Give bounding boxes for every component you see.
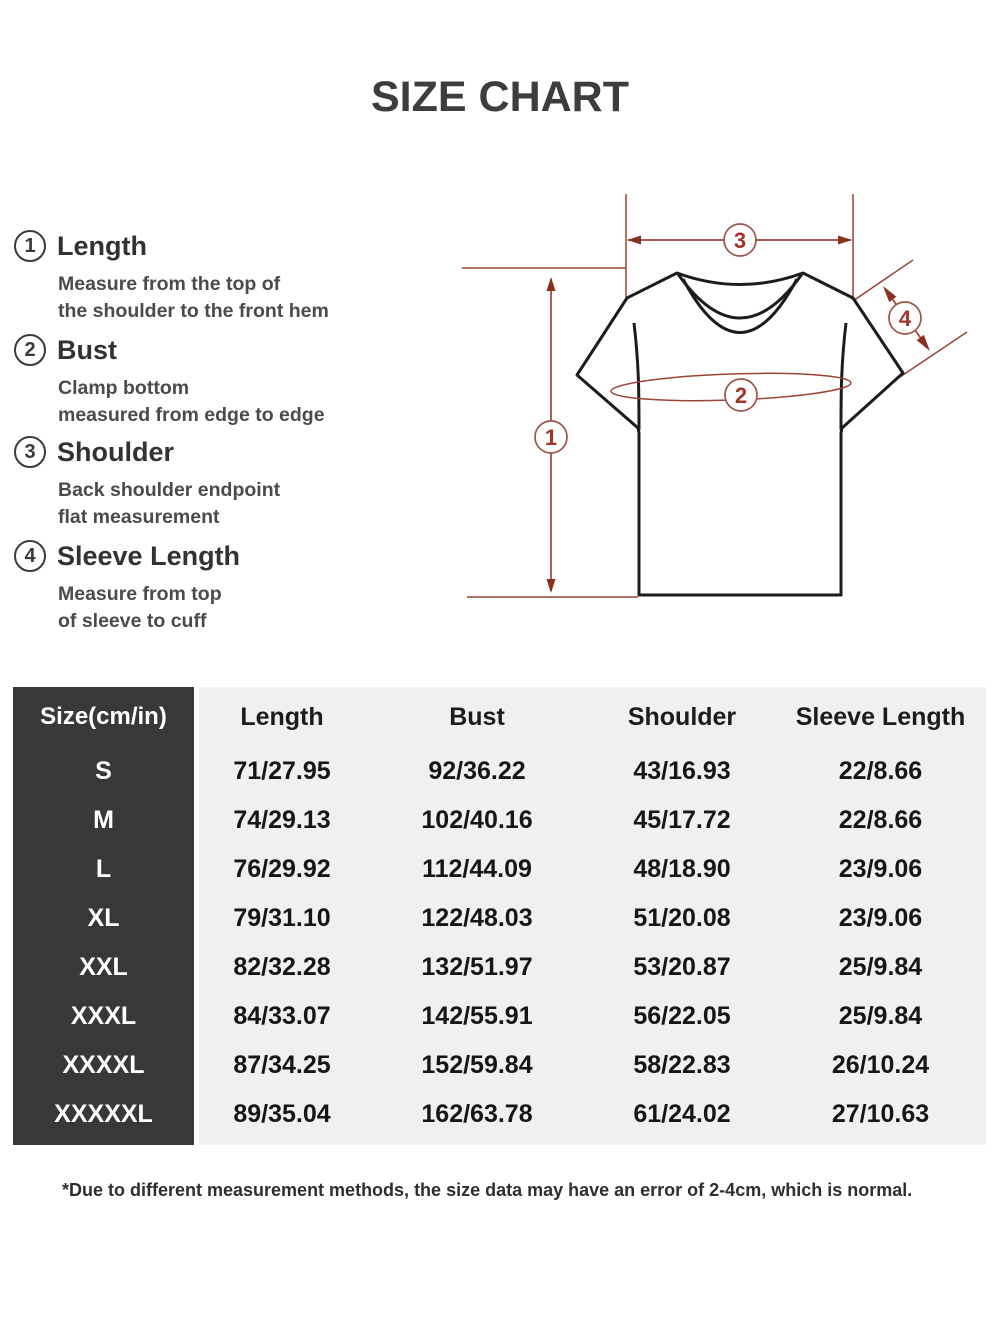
guide-label-length: Length <box>57 230 147 261</box>
cell-length: 71/27.95 <box>233 757 331 785</box>
tshirt-outline <box>577 273 903 595</box>
cell-sleeve: 23/9.06 <box>838 855 923 883</box>
cell-sleeve: 22/8.66 <box>838 806 923 834</box>
cell-shoulder: 48/18.90 <box>633 855 731 883</box>
circled-number-2: 2 <box>14 334 46 366</box>
guide-item-length <box>14 228 444 325</box>
size-label: XXXXL <box>62 1051 145 1079</box>
guide-description <box>58 477 444 531</box>
arrowhead-down <box>547 579 556 593</box>
cell-shoulder: 56/22.05 <box>633 1002 731 1030</box>
guide-desc-line: Measure from top <box>58 583 222 605</box>
size-label: XXXL <box>70 1002 137 1030</box>
arrowhead-left <box>627 236 641 245</box>
cell-length: 89/35.04 <box>233 1100 331 1128</box>
table-row <box>199 747 986 796</box>
guide-description <box>58 375 444 429</box>
extension-line-sleeve-top <box>850 260 913 303</box>
cell-sleeve: 27/10.63 <box>831 1100 930 1128</box>
guide-desc-line: Clamp bottom <box>58 377 190 399</box>
tshirt-measurement-diagram <box>430 180 1000 660</box>
guide-desc-line: Measure from the top of <box>58 273 281 295</box>
table-row <box>199 1041 986 1090</box>
guide-item-bust <box>14 332 444 429</box>
cell-bust: 132/51.97 <box>421 953 533 981</box>
arrowhead-down-right <box>917 335 930 351</box>
cell-shoulder: 43/16.93 <box>633 757 731 785</box>
table-row <box>199 943 986 992</box>
extension-line-sleeve-bottom <box>900 332 967 377</box>
guide-description <box>58 271 444 325</box>
marker-number-2: 2 <box>734 383 748 408</box>
cell-length: 84/33.07 <box>233 1002 331 1030</box>
cell-length: 82/32.28 <box>233 953 331 981</box>
guide-item-shoulder <box>14 434 444 531</box>
cell-sleeve: 26/10.24 <box>831 1051 930 1079</box>
guide-head <box>14 538 444 574</box>
cell-length: 79/31.10 <box>233 904 331 932</box>
table-header-row <box>199 687 986 747</box>
size-label: S <box>95 757 112 785</box>
table-row <box>199 845 986 894</box>
size-label: M <box>93 806 114 834</box>
cell-sleeve: 22/8.66 <box>838 757 923 785</box>
circled-number-4: 4 <box>14 540 46 572</box>
cell-shoulder: 58/22.83 <box>633 1051 731 1079</box>
guide-head <box>14 332 444 368</box>
size-table <box>13 687 986 1145</box>
guide-description <box>58 581 444 635</box>
cell-bust: 142/55.91 <box>421 1002 533 1030</box>
cell-length: 76/29.92 <box>233 855 331 883</box>
cell-bust: 152/59.84 <box>421 1051 533 1079</box>
table-row <box>199 1090 986 1139</box>
cell-bust: 102/40.16 <box>421 806 533 834</box>
arrowhead-up <box>547 277 556 291</box>
size-label: XL <box>87 904 120 932</box>
cell-shoulder: 51/20.08 <box>633 904 731 932</box>
table-row <box>199 992 986 1041</box>
cell-bust: 92/36.22 <box>428 757 526 785</box>
guide-label-shoulder: Shoulder <box>57 436 175 467</box>
size-column <box>13 687 194 1145</box>
circled-number-3: 3 <box>14 436 46 468</box>
arrowhead-up-left <box>883 286 896 302</box>
column-header-shoulder: Shoulder <box>627 702 737 731</box>
table-row <box>199 894 986 943</box>
cell-sleeve: 23/9.06 <box>838 904 923 932</box>
guide-head <box>14 228 444 264</box>
guide-item-sleeve-length <box>14 538 444 635</box>
column-header-length: Length <box>240 702 324 731</box>
guide-desc-line: the shoulder to the front hem <box>58 300 329 322</box>
guide-head <box>14 434 444 470</box>
guide-desc-line: of sleeve to cuff <box>58 610 207 632</box>
cell-shoulder: 53/20.87 <box>633 953 731 981</box>
column-header-sleeve-length: Sleeve Length <box>795 702 966 731</box>
table-row <box>199 796 986 845</box>
marker-number-4: 4 <box>898 306 912 331</box>
size-label: XXXXXL <box>54 1100 153 1128</box>
measurement-disclaimer: *Due to different measurement methods, the size data may have an error of 2-4cm, which is normal. <box>62 1180 913 1200</box>
marker-number-1: 1 <box>544 425 558 450</box>
guide-desc-line: measured from edge to edge <box>58 404 325 426</box>
marker-number-3: 3 <box>733 228 747 253</box>
guide-label-sleeve-length: Sleeve Length <box>57 540 241 571</box>
guide-desc-line: Back shoulder endpoint <box>58 479 281 501</box>
cell-shoulder: 45/17.72 <box>633 806 731 834</box>
cell-length: 74/29.13 <box>233 806 331 834</box>
cell-sleeve: 25/9.84 <box>838 953 923 981</box>
cell-bust: 162/63.78 <box>421 1100 533 1128</box>
guide-desc-line: flat measurement <box>58 506 220 528</box>
measurements-columns <box>199 687 986 1145</box>
cell-length: 87/34.25 <box>233 1051 331 1079</box>
cell-bust: 112/44.09 <box>422 855 532 883</box>
page-title: SIZE CHART <box>371 73 629 121</box>
cell-sleeve: 25/9.84 <box>838 1002 923 1030</box>
size-label: XXL <box>79 953 128 981</box>
column-header-bust: Bust <box>449 702 505 731</box>
circled-number-1: 1 <box>14 230 46 262</box>
cell-bust: 122/48.03 <box>421 904 533 932</box>
arrowhead-right <box>838 236 852 245</box>
size-column-header: Size(cm/in) <box>40 703 167 730</box>
cell-shoulder: 61/24.02 <box>633 1100 731 1128</box>
guide-label-bust: Bust <box>57 334 117 365</box>
size-label: L <box>95 855 112 883</box>
